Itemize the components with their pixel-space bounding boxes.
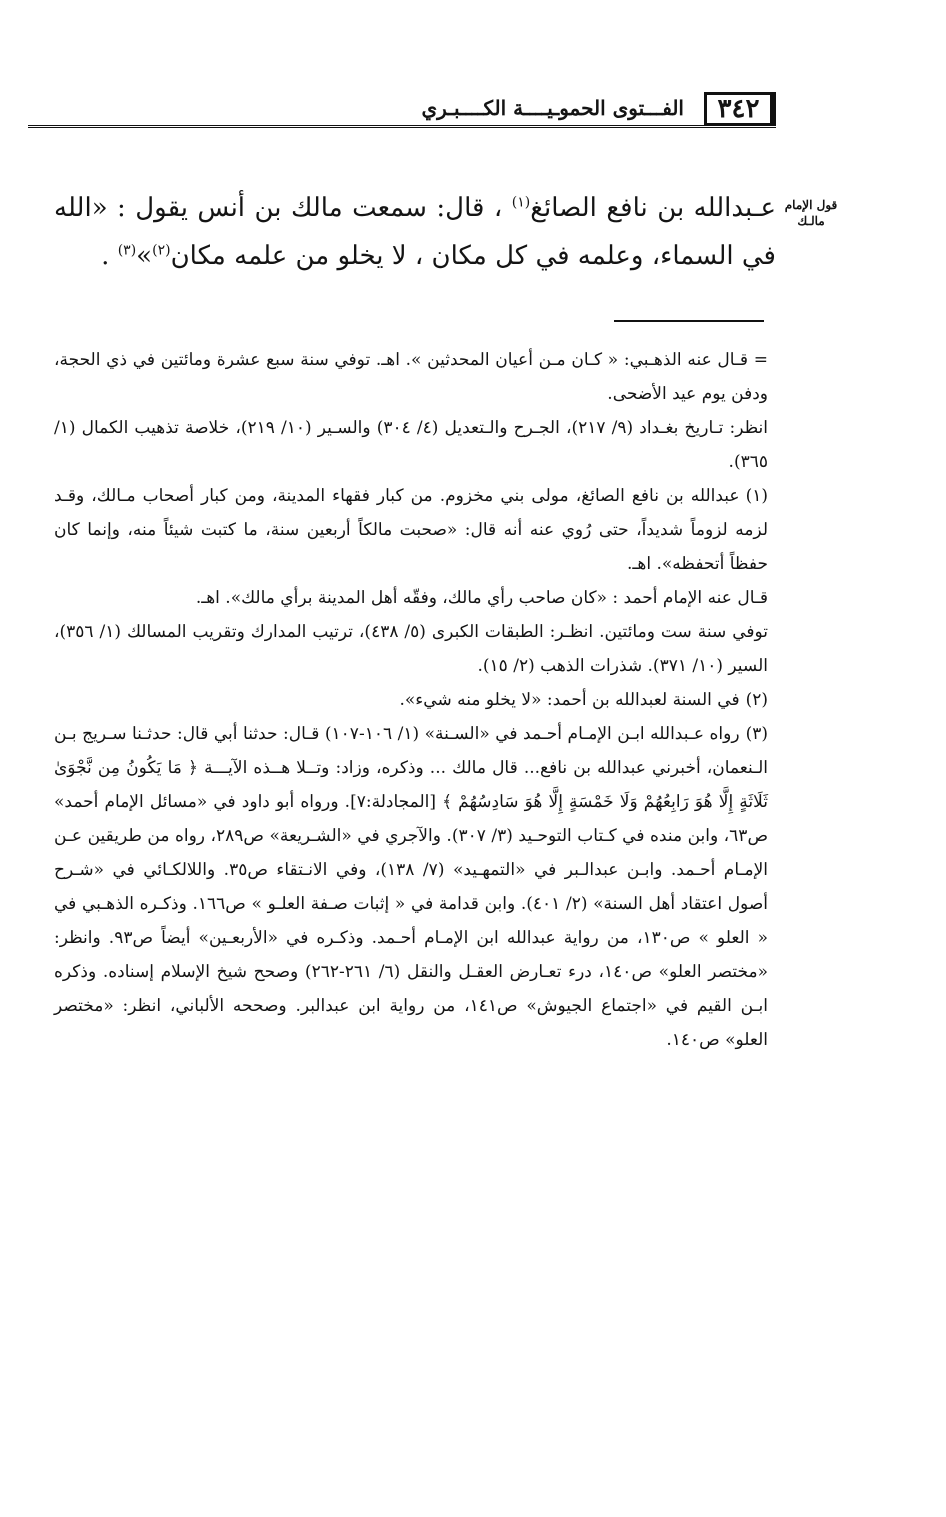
main-text-part-4: . bbox=[101, 241, 118, 271]
header-rule bbox=[28, 125, 776, 128]
main-text-part-2: ، قال: سمعت مالك بن أنس يقول : «الله في السماء، وعلمه في كل مكان ، لا يخلو من علمه مكان bbox=[54, 193, 776, 271]
footnote-3-text: رواه عـبدالله ابـن الإمـام أحـمد في «السـنة» (١/ ١٠٦-١٠٧) قـال: حدثنا أبي قال: حدثـنا سـريج بـن الـنعمان، أخبرني عبدالله بن نافع... قال مالك ... وذكره، وزاد: وتــلا هــذه الآيـــة ﴿ مَا يَكُونُ مِن نَّجْوَىٰ ثَلَاثَةٍ إِلَّا هُوَ رَابِعُهُمْ وَلَا خَمْسَةٍ إِلَّا هُوَ سَادِسُهُمْ ﴾ [المجادلة:٧]. ورواه أبو داود في «مسائل الإمام أحمد» ص٦٣، وابن منده في كـتاب التوحـيد (٣/ ٣٠٧). والآجري في «الشـريعة» ص٢٨٩، رواه من طريقين عـن الإمـام أحـمد. وابـن عبدالـبر في «التمهـيد» (٧/ ١٣٨)، وفي الانـتقاء ص٣٥. واللالكـائي في «شـرح أصول اعتقاد أهل السنة» (٢/ ٤٠١). وابن قدامة في « إثبات صـفة العلـو » ص١٦٦. وذكـره الذهـبي في « العلو » ص١٣٠، من رواية عبدالله ابن الإمـام أحـمد. وذكـره في «الأربعـين» أيضاً ص٩٣. وانظر: «مختصر العلو» ص١٤٠، درء تعـارض العقـل والنقل (٦/ ٢٦١-٢٦٢) وصحح شيخ الإسلام إسناده. وذكره ابـن القيم في «اجتماع الجيوش» ص١٤١، من رواية ابن عبدالبر. وصححه الألباني، انظر: «مختصر العلو» ص١٤٠. bbox=[54, 724, 769, 1050]
footnote-1-refs: توفي سنة ست ومائتين. انظـر: الطبقات الكبرى (٥/ ٤٣٨)، ترتيب المدارك وتقريب المسالك (١/ ٣٥٦)، السير (١٠/ ٣٧١). شذرات الذهب (٢/ ١٥). bbox=[54, 622, 768, 676]
footnote-3-number: (٣) bbox=[745, 724, 768, 744]
page-number: ٣٤٢ bbox=[704, 92, 776, 126]
footnote-continued-refs: انظر: تـاريخ بغـداد (٩/ ٢١٧)، الجـرح والـتعديل (٤/ ٣٠٤) والسـير (١٠/ ٢١٩)، خلاصة تذهيب الكمال (١/ ٣٦٥). bbox=[54, 418, 768, 472]
footnote-1-quote: قـال عنه الإمام أحمد : «كان صاحب رأي مالك، وفقّه أهل المدينة برأي مالك». اهـ. bbox=[195, 588, 768, 608]
footnotes bbox=[54, 343, 768, 1057]
footnote-ref-2: (٢) bbox=[152, 242, 171, 259]
footnote-2 bbox=[54, 683, 768, 717]
margin-note bbox=[780, 197, 842, 229]
margin-note-line-1: قول الإمام bbox=[784, 198, 838, 212]
footnote-ref-3: (٣) bbox=[117, 242, 137, 259]
page-header bbox=[28, 92, 776, 128]
main-text-part-3: » bbox=[136, 241, 153, 271]
margin-note-line-2: مالـك bbox=[797, 214, 825, 228]
main-text-part-1: عـبدالله بن نافع الصائغ bbox=[530, 193, 776, 223]
footnote-ref-1: (١) bbox=[511, 194, 531, 211]
footnote-continued: = قـال عنه الذهـبي: « كـان مـن أعيان المحدثين ». اهـ. توفي سنة سبع عشرة ومائتين في ذي الحجة، ودفن يوم عيد الأضحى. bbox=[54, 350, 768, 404]
running-title: الفـــتوى الحموـيــــة الكــــبـري bbox=[421, 96, 684, 120]
footnote-2-text: في السنة لعبدالله بن أحمد: «لا يخلو منه شيء». bbox=[399, 690, 740, 710]
footnote-1-text: عبدالله بن نافع الصائغ، مولى بني مخزوم. من كبار فقهاء المدينة، ومن كبار أصحاب مـالك، وقـد لزمه لزوماً شديداً، حتى رُوي عنه أنه قال: «صحبت مالكاً أربعين سنة، ما كتبت شيئاً منه، وإنما كان حفظاً أتحفظه». اهـ. bbox=[54, 486, 768, 574]
footnote-separator bbox=[614, 320, 764, 322]
footnote-2-number: (٢) bbox=[745, 690, 768, 710]
footnote-3 bbox=[54, 717, 768, 1057]
footnote-1-number: (١) bbox=[745, 486, 768, 506]
main-text bbox=[54, 184, 776, 280]
footnote-1 bbox=[54, 479, 768, 581]
